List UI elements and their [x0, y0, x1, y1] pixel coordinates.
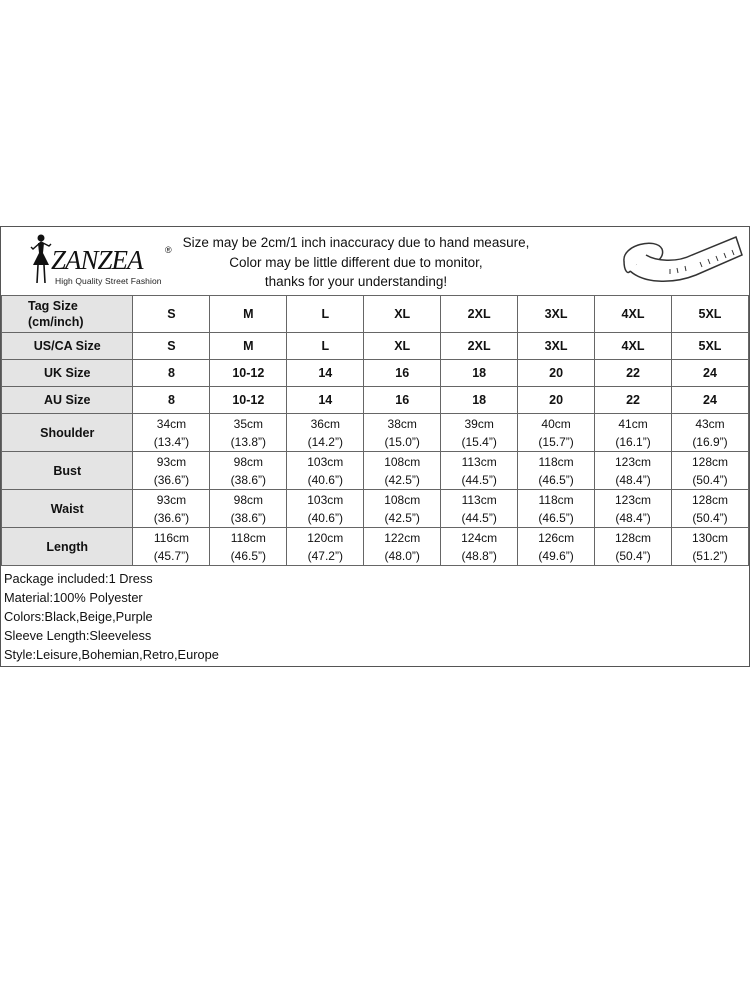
cm-value: 128cm [615, 530, 652, 545]
table-row [2, 490, 749, 528]
inch-value: (14.2”) [307, 434, 343, 449]
cm-value: 108cm [384, 454, 421, 469]
table-cell: 2XL [441, 333, 518, 360]
cm-value: 128cm [691, 454, 728, 469]
table-row [2, 360, 749, 387]
cm-value: 103cm [307, 454, 344, 469]
notice-line: Color may be little different due to monitor, [229, 254, 483, 270]
table-cell [133, 528, 210, 566]
inch-value: (45.7”) [153, 548, 190, 563]
inch-value: (42.5”) [384, 510, 420, 525]
table-cell: 24 [671, 387, 748, 414]
cm-value: 98cm [233, 454, 264, 469]
inch-value: (36.6”) [153, 472, 190, 487]
table-cell [210, 528, 287, 566]
table-cell [441, 414, 518, 452]
cm-value: 41cm [618, 416, 648, 431]
cm-value: 118cm [538, 454, 574, 469]
cm-value: 108cm [384, 492, 421, 507]
row-header: AU Size [2, 387, 133, 414]
table-cell [518, 452, 595, 490]
inch-value: (40.6”) [307, 472, 343, 487]
inch-value: (13.8”) [230, 434, 267, 449]
inch-value: (40.6”) [307, 510, 343, 525]
cm-value: 35cm [233, 416, 264, 431]
table-cell [133, 452, 210, 490]
table-cell: L [287, 296, 364, 333]
table-cell: L [287, 333, 364, 360]
table-cell: 5XL [671, 296, 748, 333]
inch-value: (50.4”) [615, 548, 651, 563]
table-cell [518, 490, 595, 528]
detail-line: Style:Leisure,Bohemian,Retro,Europe [4, 647, 219, 662]
inch-value: (15.4”) [461, 434, 497, 449]
inch-value: (49.6”) [538, 548, 574, 563]
cm-value: 93cm [156, 492, 187, 507]
inch-value: (16.9”) [692, 434, 728, 449]
cm-value: 98cm [233, 492, 264, 507]
table-cell [133, 490, 210, 528]
inch-value: (13.4”) [153, 434, 190, 449]
table-cell: 16 [364, 387, 441, 414]
cm-value: 103cm [307, 492, 344, 507]
fashion-model-silhouette-icon [29, 233, 53, 285]
size-table [1, 295, 749, 566]
cm-value: 126cm [538, 530, 575, 545]
inch-value: (38.6”) [230, 510, 267, 525]
row-header: Bust [2, 452, 133, 490]
table-cell [287, 452, 364, 490]
cm-value: 43cm [695, 416, 725, 431]
inch-value: (48.4”) [615, 472, 651, 487]
table-cell: 4XL [595, 333, 672, 360]
inch-value: (16.1”) [615, 434, 651, 449]
table-cell: 5XL [671, 333, 748, 360]
cm-value: 116cm [153, 530, 189, 545]
inch-value: (44.5”) [461, 472, 497, 487]
table-cell: 22 [595, 360, 672, 387]
table-cell [364, 414, 441, 452]
table-cell [595, 528, 672, 566]
table-cell: 4XL [595, 296, 672, 333]
table-cell: 8 [133, 387, 210, 414]
inch-value: (48.4”) [615, 510, 651, 525]
row-header: Length [2, 528, 133, 566]
inch-value: (47.2”) [307, 548, 343, 563]
table-cell [364, 490, 441, 528]
table-row [2, 333, 749, 360]
notice-line: Size may be 2cm/1 inch inaccuracy due to hand measure, [182, 235, 530, 250]
inch-value: (36.6”) [153, 510, 190, 525]
table-cell: 8 [133, 360, 210, 387]
table-cell: 2XL [441, 296, 518, 333]
brand-logo [29, 233, 179, 289]
inch-value: (38.6”) [230, 472, 267, 487]
header-band [1, 227, 749, 295]
cm-value: 123cm [615, 454, 652, 469]
inch-value: (44.5”) [461, 510, 497, 525]
inch-value: (48.8”) [461, 548, 497, 563]
table-cell: 22 [595, 387, 672, 414]
size-chart-sheet [0, 226, 750, 667]
inch-value: (46.5”) [538, 472, 574, 487]
row-header-tag-size [2, 296, 133, 333]
row-header: US/CA Size [2, 333, 133, 360]
table-cell: 10-12 [210, 360, 287, 387]
row-header: UK Size [2, 360, 133, 387]
table-cell [210, 490, 287, 528]
table-cell [518, 414, 595, 452]
inch-value: (42.5”) [384, 472, 420, 487]
cm-value: 130cm [691, 530, 728, 545]
registered-mark: ® [165, 245, 172, 255]
notice-line: thanks for your understanding! [264, 274, 448, 289]
table-cell: M [210, 333, 287, 360]
table-cell [595, 452, 672, 490]
cm-value: 93cm [156, 454, 187, 469]
table-cell: XL [364, 333, 441, 360]
table-cell [364, 528, 441, 566]
table-cell [671, 490, 748, 528]
inch-value: (46.5”) [230, 548, 267, 563]
table-cell [133, 414, 210, 452]
table-cell [595, 490, 672, 528]
brand-name: ZANZEA [51, 245, 143, 275]
table-cell [287, 490, 364, 528]
cm-value: 36cm [310, 416, 340, 431]
inch-value: (15.7”) [538, 434, 574, 449]
product-details [4, 569, 219, 664]
table-cell: 3XL [518, 296, 595, 333]
table-cell [671, 452, 748, 490]
table-cell [287, 528, 364, 566]
cm-value: 128cm [691, 492, 728, 507]
inch-value: (50.4”) [692, 510, 728, 525]
cm-value: 118cm [230, 530, 266, 545]
cm-value: 40cm [541, 416, 571, 431]
cm-value: 113cm [461, 454, 497, 469]
cm-value: 39cm [464, 416, 494, 431]
table-row [2, 387, 749, 414]
table-row [2, 452, 749, 490]
table-cell [364, 452, 441, 490]
table-cell: 24 [671, 360, 748, 387]
table-cell: 14 [287, 387, 364, 414]
inch-value: (48.0”) [384, 548, 420, 563]
table-cell [441, 528, 518, 566]
table-cell: XL [364, 296, 441, 333]
cm-value: 120cm [307, 530, 344, 545]
table-cell: 3XL [518, 333, 595, 360]
cm-value: 124cm [461, 530, 498, 545]
table-cell: M [210, 296, 287, 333]
cm-value: 122cm [384, 530, 421, 545]
table-cell [671, 414, 748, 452]
table-cell: 18 [441, 387, 518, 414]
measuring-tape-icon [616, 231, 748, 293]
measurement-notice [181, 233, 531, 292]
table-cell [441, 490, 518, 528]
table-cell [210, 414, 287, 452]
table-row [2, 414, 749, 452]
cm-value: 34cm [156, 416, 187, 431]
tag-size-unit: (cm/inch) [28, 315, 84, 329]
cm-value: 113cm [461, 492, 497, 507]
table-cell: 18 [441, 360, 518, 387]
table-cell [595, 414, 672, 452]
table-cell: 20 [518, 360, 595, 387]
detail-line: Package included:1 Dress [4, 571, 153, 586]
row-header: Shoulder [2, 414, 133, 452]
table-cell [210, 452, 287, 490]
inch-value: (15.0”) [384, 434, 420, 449]
table-cell: 16 [364, 360, 441, 387]
table-row [2, 528, 749, 566]
table-cell: 10-12 [210, 387, 287, 414]
table-cell [441, 452, 518, 490]
table-cell: 14 [287, 360, 364, 387]
table-cell [287, 414, 364, 452]
table-cell [518, 528, 595, 566]
tag-size-label: Tag Size [28, 299, 78, 313]
table-cell [671, 528, 748, 566]
table-cell: S [133, 333, 210, 360]
cm-value: 118cm [538, 492, 574, 507]
brand-tagline: High Quality Street Fashion [55, 276, 162, 286]
inch-value: (50.4”) [692, 472, 728, 487]
inch-value: (51.2”) [692, 548, 728, 563]
detail-line: Colors:Black,Beige,Purple [4, 609, 153, 624]
cm-value: 123cm [615, 492, 652, 507]
cm-value: 38cm [387, 416, 417, 431]
detail-line: Material:100% Polyester [4, 590, 143, 605]
row-header: Waist [2, 490, 133, 528]
table-cell: 20 [518, 387, 595, 414]
detail-line: Sleeve Length:Sleeveless [4, 628, 152, 643]
inch-value: (46.5”) [538, 510, 574, 525]
table-cell: S [133, 296, 210, 333]
table-row [2, 296, 749, 333]
